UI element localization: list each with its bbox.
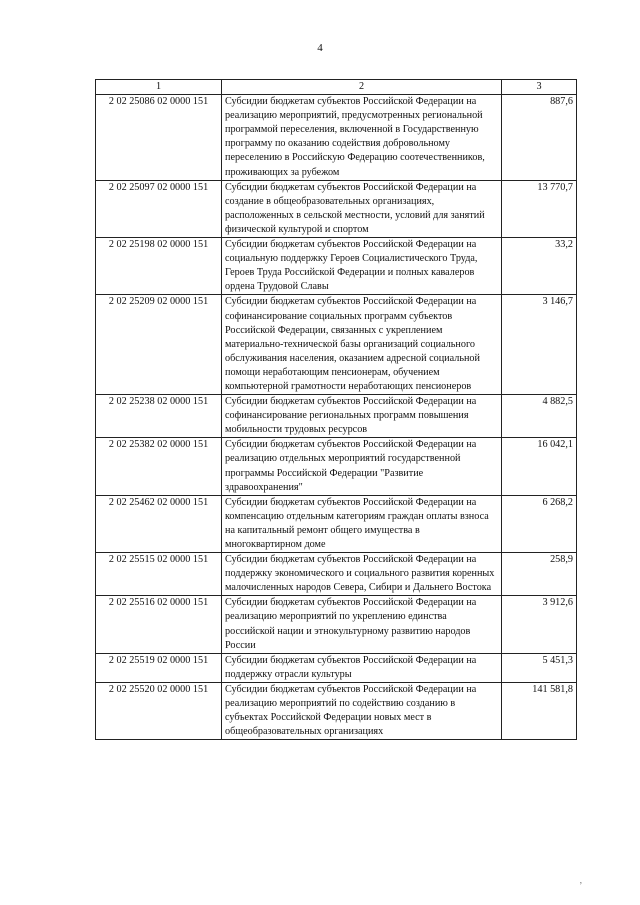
scan-mark: , [579,875,582,885]
table-row [96,682,577,739]
amount-cell: 16 042,1 [502,438,577,495]
table-row [96,596,577,653]
table-row [96,295,577,395]
amount-cell: 5 451,3 [502,653,577,682]
budget-code-cell: 2 02 25516 02 0000 151 [96,596,222,653]
description-cell: Субсидии бюджетам субъектов Российской Федерации на реализацию мероприятий, предусмотренных региональной программой переселения, включенной в Государственную программу по оказанию содействия добровольному переселению в Российскую Федерацию соотечественников, проживающих за рубежом [222,95,502,181]
table-row [96,495,577,552]
table-row [96,553,577,596]
column-header-code: 1 [96,80,222,95]
amount-cell: 6 268,2 [502,495,577,552]
budget-code-cell: 2 02 25097 02 0000 151 [96,180,222,237]
table-row [96,238,577,295]
description-cell: Субсидии бюджетам субъектов Российской Федерации на создание в общеобразовательных организациях, расположенных в сельской местности, условий для занятий физической культурой и спортом [222,180,502,237]
budget-code-cell: 2 02 25462 02 0000 151 [96,495,222,552]
amount-cell: 887,6 [502,95,577,181]
description-cell: Субсидии бюджетам субъектов Российской Федерации на реализацию отдельных мероприятий государственной программы Российской Федерации "Развитие здравоохранения" [222,438,502,495]
description-cell: Субсидии бюджетам субъектов Российской Федерации на поддержку экономического и социального развития коренных малочисленных народов Севера, Сибири и Дальнего Востока [222,553,502,596]
description-cell: Субсидии бюджетам субъектов Российской Федерации на софинансирование социальных программ субъектов Российской Федерации, связанных с укреплением материально-технической базы организаций социального обслуживания населения, оказанием адресной социальной помощи неработающим пенсионерам, обучением компьютерной грамотности неработающих пенсионеров [222,295,502,395]
budget-code-cell: 2 02 25520 02 0000 151 [96,682,222,739]
amount-cell: 4 882,5 [502,395,577,438]
budget-code-cell: 2 02 25198 02 0000 151 [96,238,222,295]
amount-cell: 141 581,8 [502,682,577,739]
table-row [96,438,577,495]
amount-cell: 3 146,7 [502,295,577,395]
description-cell: Субсидии бюджетам субъектов Российской Федерации на поддержку отрасли культуры [222,653,502,682]
amount-cell: 33,2 [502,238,577,295]
budget-code-cell: 2 02 25519 02 0000 151 [96,653,222,682]
description-cell: Субсидии бюджетам субъектов Российской Федерации на реализацию мероприятий по содействию созданию в субъектах Российской Федерации новых мест в общеобразовательных организациях [222,682,502,739]
table-header-row [96,80,577,95]
budget-table [95,79,577,740]
amount-cell: 258,9 [502,553,577,596]
table-row [96,395,577,438]
amount-cell: 3 912,6 [502,596,577,653]
description-cell: Субсидии бюджетам субъектов Российской Федерации на социальную поддержку Героев Социалистического Труда, Героев Труда Российской Федерации и полных кавалеров ордена Трудовой Славы [222,238,502,295]
budget-code-cell: 2 02 25382 02 0000 151 [96,438,222,495]
description-cell: Субсидии бюджетам субъектов Российской Федерации на софинансирование региональных программ повышения мобильности трудовых ресурсов [222,395,502,438]
budget-code-cell: 2 02 25515 02 0000 151 [96,553,222,596]
budget-code-cell: 2 02 25209 02 0000 151 [96,295,222,395]
column-header-description: 2 [222,80,502,95]
budget-code-cell: 2 02 25086 02 0000 151 [96,95,222,181]
table-row [96,653,577,682]
amount-cell: 13 770,7 [502,180,577,237]
table-row [96,95,577,181]
table-row [96,180,577,237]
budget-code-cell: 2 02 25238 02 0000 151 [96,395,222,438]
page-number: 4 [317,42,323,54]
description-cell: Субсидии бюджетам субъектов Российской Федерации на компенсацию отдельным категориям граждан оплаты взноса на капитальный ремонт общего имущества в многоквартирном доме [222,495,502,552]
description-cell: Субсидии бюджетам субъектов Российской Федерации на реализацию мероприятий по укреплению единства российской нации и этнокультурному развитию народов России [222,596,502,653]
column-header-amount: 3 [502,80,577,95]
